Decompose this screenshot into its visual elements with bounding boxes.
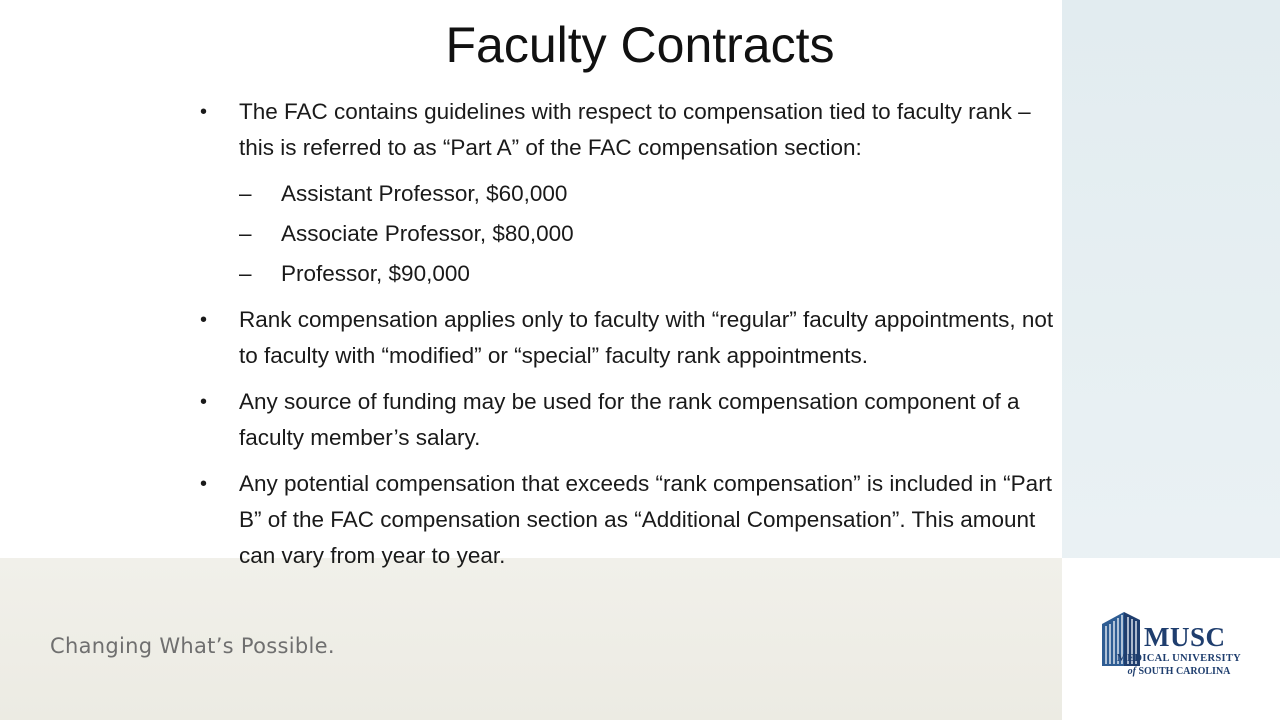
- bullet-mark: •: [200, 391, 208, 413]
- sub-item: [200, 176, 1060, 212]
- bullet-item: [200, 302, 1060, 374]
- tagline: Changing What’s Possible.: [50, 634, 335, 658]
- sub-text: Professor, $90,000: [281, 261, 470, 286]
- bullet-list: [200, 94, 1060, 584]
- bullet-item: [200, 94, 1060, 166]
- bullet-text: The FAC contains guidelines with respect to compensation tied to faculty rank – this is referred to as “Part A” of the FAC compensation section:: [239, 99, 1031, 160]
- bullet-mark: •: [200, 473, 208, 495]
- logo-line-1: MEDICAL UNIVERSITY: [1116, 653, 1242, 664]
- sub-mark: –: [239, 181, 252, 206]
- sub-list: [200, 176, 1060, 292]
- bullet-mark: •: [200, 101, 208, 123]
- slide-title: Faculty Contracts: [445, 17, 835, 73]
- logo-wordmark: MUSC: [1144, 622, 1226, 652]
- sub-mark: –: [239, 261, 252, 286]
- logo-line-2-prefix: of: [1127, 666, 1136, 677]
- sub-text: Associate Professor, $80,000: [281, 221, 574, 246]
- bullet-text: Any potential compensation that exceeds “rank compensation” is included in “Part B” of the FAC compensation section as “Additional Compensation”. This amount can vary from year to year.: [239, 471, 1052, 568]
- sub-item: [200, 256, 1060, 292]
- logo-line-2-rest: SOUTH CAROLINA: [1138, 666, 1231, 677]
- musc-logo: [1098, 602, 1258, 682]
- logo-line-2: [1102, 666, 1256, 677]
- bullet-text: Rank compensation applies only to faculty with “regular” faculty appointments, not to faculty with “modified” or “special” faculty rank appointments.: [239, 307, 1054, 368]
- sub-mark: –: [239, 221, 252, 246]
- bullet-text: Any source of funding may be used for the rank compensation component of a faculty member’s salary.: [239, 389, 1020, 450]
- sub-text: Assistant Professor, $60,000: [281, 181, 568, 206]
- bullet-item: [200, 384, 1060, 456]
- bullet-mark: •: [200, 309, 208, 331]
- sub-item: [200, 216, 1060, 252]
- bullet-item: [200, 466, 1060, 574]
